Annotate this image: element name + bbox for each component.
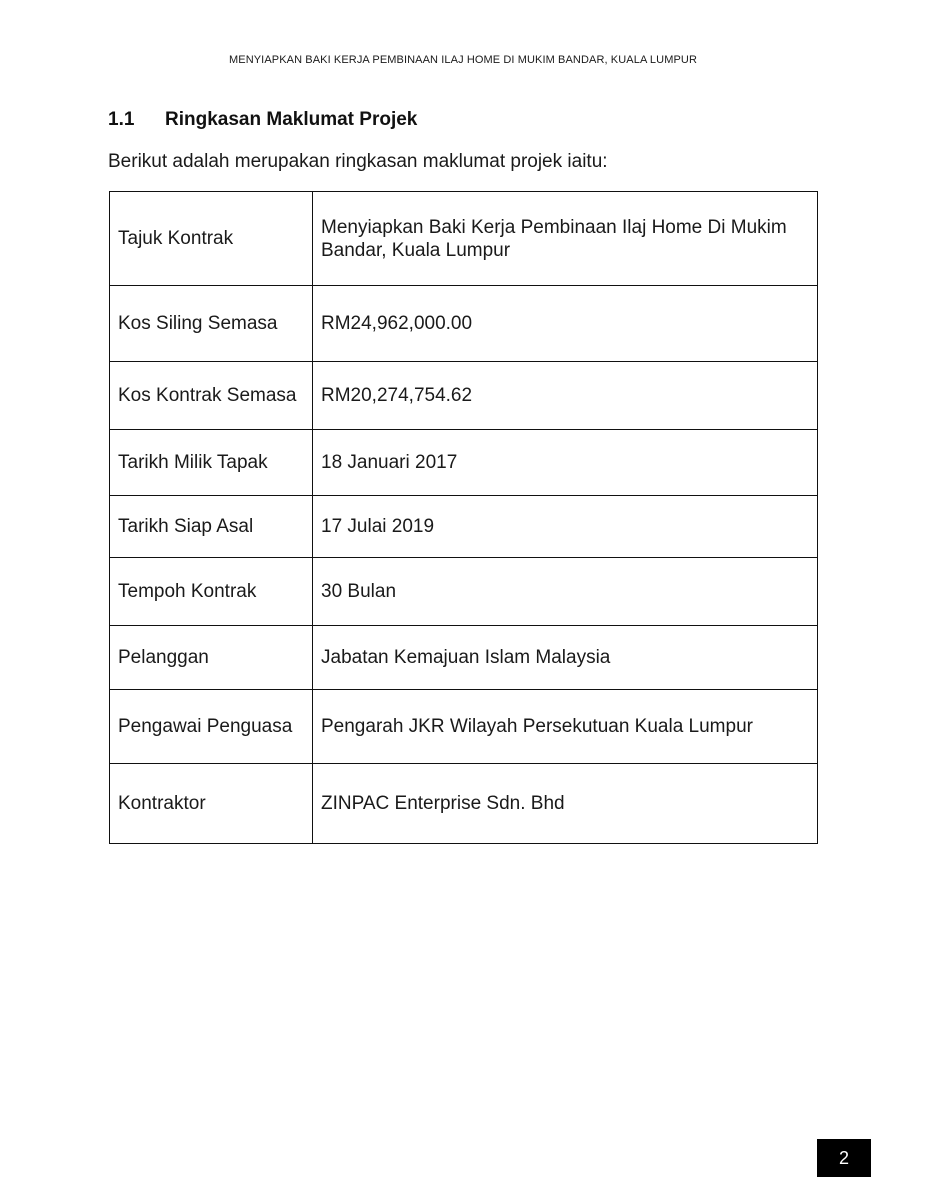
row-label: Tempoh Kontrak	[110, 558, 313, 626]
row-label: Kos Siling Semasa	[110, 286, 313, 362]
row-value: 30 Bulan	[313, 558, 818, 626]
intro-paragraph: Berikut adalah merupakan ringkasan maklumat projek iaitu:	[108, 151, 608, 172]
row-label: Tarikh Milik Tapak	[110, 430, 313, 496]
table-row	[110, 626, 818, 690]
table-row	[110, 362, 818, 430]
row-label: Kontraktor	[110, 764, 313, 844]
table-row	[110, 286, 818, 362]
table-row	[110, 430, 818, 496]
project-summary-table	[109, 191, 818, 844]
row-value: RM24,962,000.00	[313, 286, 818, 362]
row-value: 17 Julai 2019	[313, 496, 818, 558]
section-number: 1.1	[108, 109, 135, 130]
row-value: 18 Januari 2017	[313, 430, 818, 496]
row-value: Jabatan Kemajuan Islam Malaysia	[313, 626, 818, 690]
table-row	[110, 690, 818, 764]
table-row	[110, 558, 818, 626]
table-row	[110, 496, 818, 558]
section-heading	[108, 109, 417, 131]
row-label: Kos Kontrak Semasa	[110, 362, 313, 430]
row-value: Menyiapkan Baki Kerja Pembinaan Ilaj Home Di Mukim Bandar, Kuala Lumpur	[313, 192, 818, 286]
row-value: Pengarah JKR Wilayah Persekutuan Kuala Lumpur	[313, 690, 818, 764]
row-label: Pelanggan	[110, 626, 313, 690]
page-number-badge: 2	[817, 1139, 871, 1177]
row-label: Tarikh Siap Asal	[110, 496, 313, 558]
running-header: MENYIAPKAN BAKI KERJA PEMBINAAN ILAJ HOME DI MUKIM BANDAR, KUALA LUMPUR	[229, 54, 697, 66]
section-title: Ringkasan Maklumat Projek	[165, 109, 418, 130]
row-value: ZINPAC Enterprise Sdn. Bhd	[313, 764, 818, 844]
row-label: Pengawai Penguasa	[110, 690, 313, 764]
table-row	[110, 192, 818, 286]
table-row	[110, 764, 818, 844]
row-label: Tajuk Kontrak	[110, 192, 313, 286]
row-value: RM20,274,754.62	[313, 362, 818, 430]
